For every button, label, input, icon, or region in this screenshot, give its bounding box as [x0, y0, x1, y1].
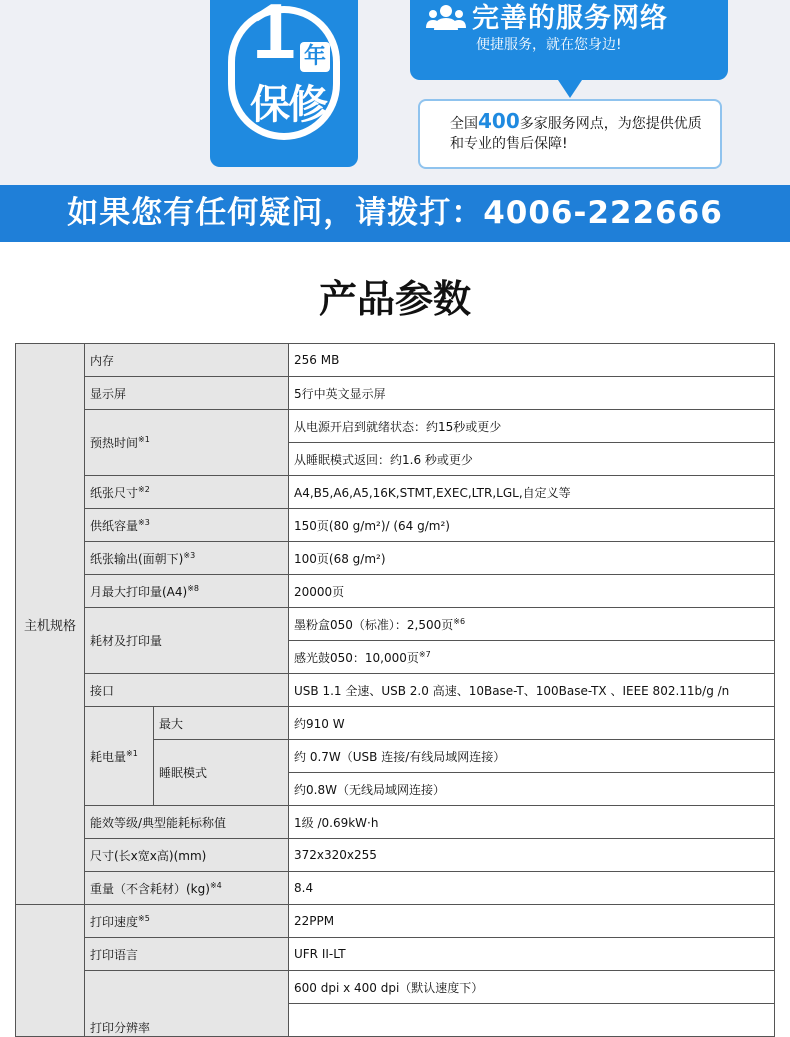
table-row — [16, 806, 775, 839]
spec-value: 22PPM — [289, 905, 775, 938]
table-row — [16, 476, 775, 509]
spec-value: UFR II-LT — [289, 938, 775, 971]
spec-value: 256 MB — [289, 344, 775, 377]
table-row — [16, 410, 775, 443]
spec-value — [289, 608, 775, 641]
spec-label: 打印语言 — [85, 938, 289, 971]
spec-value: USB 1.1 全速、USB 2.0 高速、10Base-T、100Base-TX 、IEEE 802.11b/g /n — [289, 674, 775, 707]
spec-table — [15, 343, 775, 1037]
spec-label: 内存 — [85, 344, 289, 377]
spec-value: 5行中英文显示屏 — [289, 377, 775, 410]
spec-value: A4,B5,A6,A5,16K,STMT,EXEC,LTR,LGL,自定义等 — [289, 476, 775, 509]
spec-value: 600 dpi x 400 dpi（默认速度下） — [289, 971, 775, 1004]
spec-label — [85, 509, 289, 542]
footnote-mark: ※3 — [183, 550, 196, 560]
spec-label: 打印分辨率 — [85, 971, 289, 1037]
toner-value: 墨粉盒050（标准）：2,500页 — [294, 617, 454, 632]
service-subtitle: 便捷服务，就在您身边! — [476, 37, 622, 53]
spec-label: 耗材及打印量 — [85, 608, 289, 674]
service-network-box — [410, 0, 728, 80]
spec-label-text: 纸张输出(面朝下) — [90, 551, 184, 566]
hotline-bar — [0, 185, 790, 242]
spec-label-text: 重量（不含耗材）(kg) — [90, 881, 210, 896]
spec-value: 约0.8W（无线局域网连接） — [289, 773, 775, 806]
spec-label — [85, 872, 289, 905]
warranty-year: 年 — [300, 42, 330, 72]
footnote-mark: ※6 — [453, 616, 466, 626]
table-row — [16, 872, 775, 905]
spec-value: 150页(80 g/m²)/ (64 g/m²) — [289, 509, 775, 542]
table-row — [16, 707, 775, 740]
spec-value: 100页(68 g/m²) — [289, 542, 775, 575]
table-row — [16, 575, 775, 608]
spec-value: 约910 W — [289, 707, 775, 740]
footnote-mark: ※3 — [138, 517, 150, 527]
drum-value: 感光鼓050：10,000页 — [294, 650, 419, 665]
spec-label-text: 纸张尺寸 — [90, 485, 139, 500]
spec-value: 从电源开启到就绪状态：约15秒或更少 — [289, 410, 775, 443]
footnote-mark: ※2 — [138, 484, 150, 494]
footnote-mark: ※7 — [418, 649, 431, 659]
table-row — [16, 542, 775, 575]
info-suffix: 多家服务网点，为您提供优质和专业的售后保障! — [450, 116, 702, 152]
spec-label — [85, 905, 289, 938]
spec-label-text: 耗电量 — [90, 749, 127, 764]
service-banner — [0, 0, 790, 185]
warranty-label: 保修 — [250, 82, 326, 128]
table-row — [16, 509, 775, 542]
info-number: 400 — [478, 109, 520, 133]
spec-value: 372x320x255 — [289, 839, 775, 872]
spec-label-text: 预热时间 — [90, 436, 139, 450]
category-print — [16, 905, 85, 1037]
spec-label — [85, 410, 289, 476]
spec-label-text: 打印速度 — [90, 914, 139, 929]
category-main: 主机规格 — [16, 344, 85, 905]
spec-value-empty — [289, 1004, 775, 1037]
spec-label-text: 供纸容量 — [90, 518, 139, 533]
spec-label: 显示屏 — [85, 377, 289, 410]
spec-label — [85, 476, 289, 509]
spec-value: 20000页 — [289, 575, 775, 608]
spec-label — [85, 542, 289, 575]
info-prefix: 全国 — [450, 116, 478, 132]
warranty-badge — [210, 0, 358, 167]
spec-value: 8.4 — [289, 872, 775, 905]
people-icon — [426, 4, 466, 30]
service-info-box — [418, 99, 722, 169]
table-row — [16, 344, 775, 377]
table-row — [16, 905, 775, 938]
spec-label: 接口 — [85, 674, 289, 707]
footnote-mark: ※1 — [126, 748, 138, 758]
spec-value: 约 0.7W（USB 连接/有线局域网连接） — [289, 740, 775, 773]
footnote-mark: ※5 — [138, 913, 150, 923]
spec-sublabel: 睡眠模式 — [154, 740, 289, 806]
footnote-mark: ※8 — [187, 583, 200, 593]
spec-label — [85, 575, 289, 608]
service-title: 完善的服务网络 — [472, 3, 668, 34]
spec-value: 1级 /0.69kW·h — [289, 806, 775, 839]
table-row — [16, 608, 775, 641]
service-pointer — [558, 80, 582, 98]
spec-label — [85, 707, 154, 806]
table-row — [16, 938, 775, 971]
warranty-number: 1 — [252, 0, 296, 75]
table-row — [16, 971, 775, 1004]
hotline-text: 如果您有任何疑问，请拨打：4006-222666 — [67, 195, 723, 231]
spec-label: 尺寸(长x宽x高)(mm) — [85, 839, 289, 872]
footnote-mark: ※1 — [138, 435, 150, 444]
service-info-text — [450, 111, 710, 154]
spec-value: 从睡眠模式返回：约1.6 秒或更少 — [289, 443, 775, 476]
table-row — [16, 377, 775, 410]
table-row — [16, 839, 775, 872]
footnote-mark: ※4 — [209, 880, 222, 890]
spec-value — [289, 641, 775, 674]
spec-label: 能效等级/典型能耗标称值 — [85, 806, 289, 839]
table-row — [16, 674, 775, 707]
spec-sublabel: 最大 — [154, 707, 289, 740]
section-title: 产品参数 — [318, 277, 471, 321]
spec-label-text: 月最大打印量(A4) — [90, 584, 188, 599]
